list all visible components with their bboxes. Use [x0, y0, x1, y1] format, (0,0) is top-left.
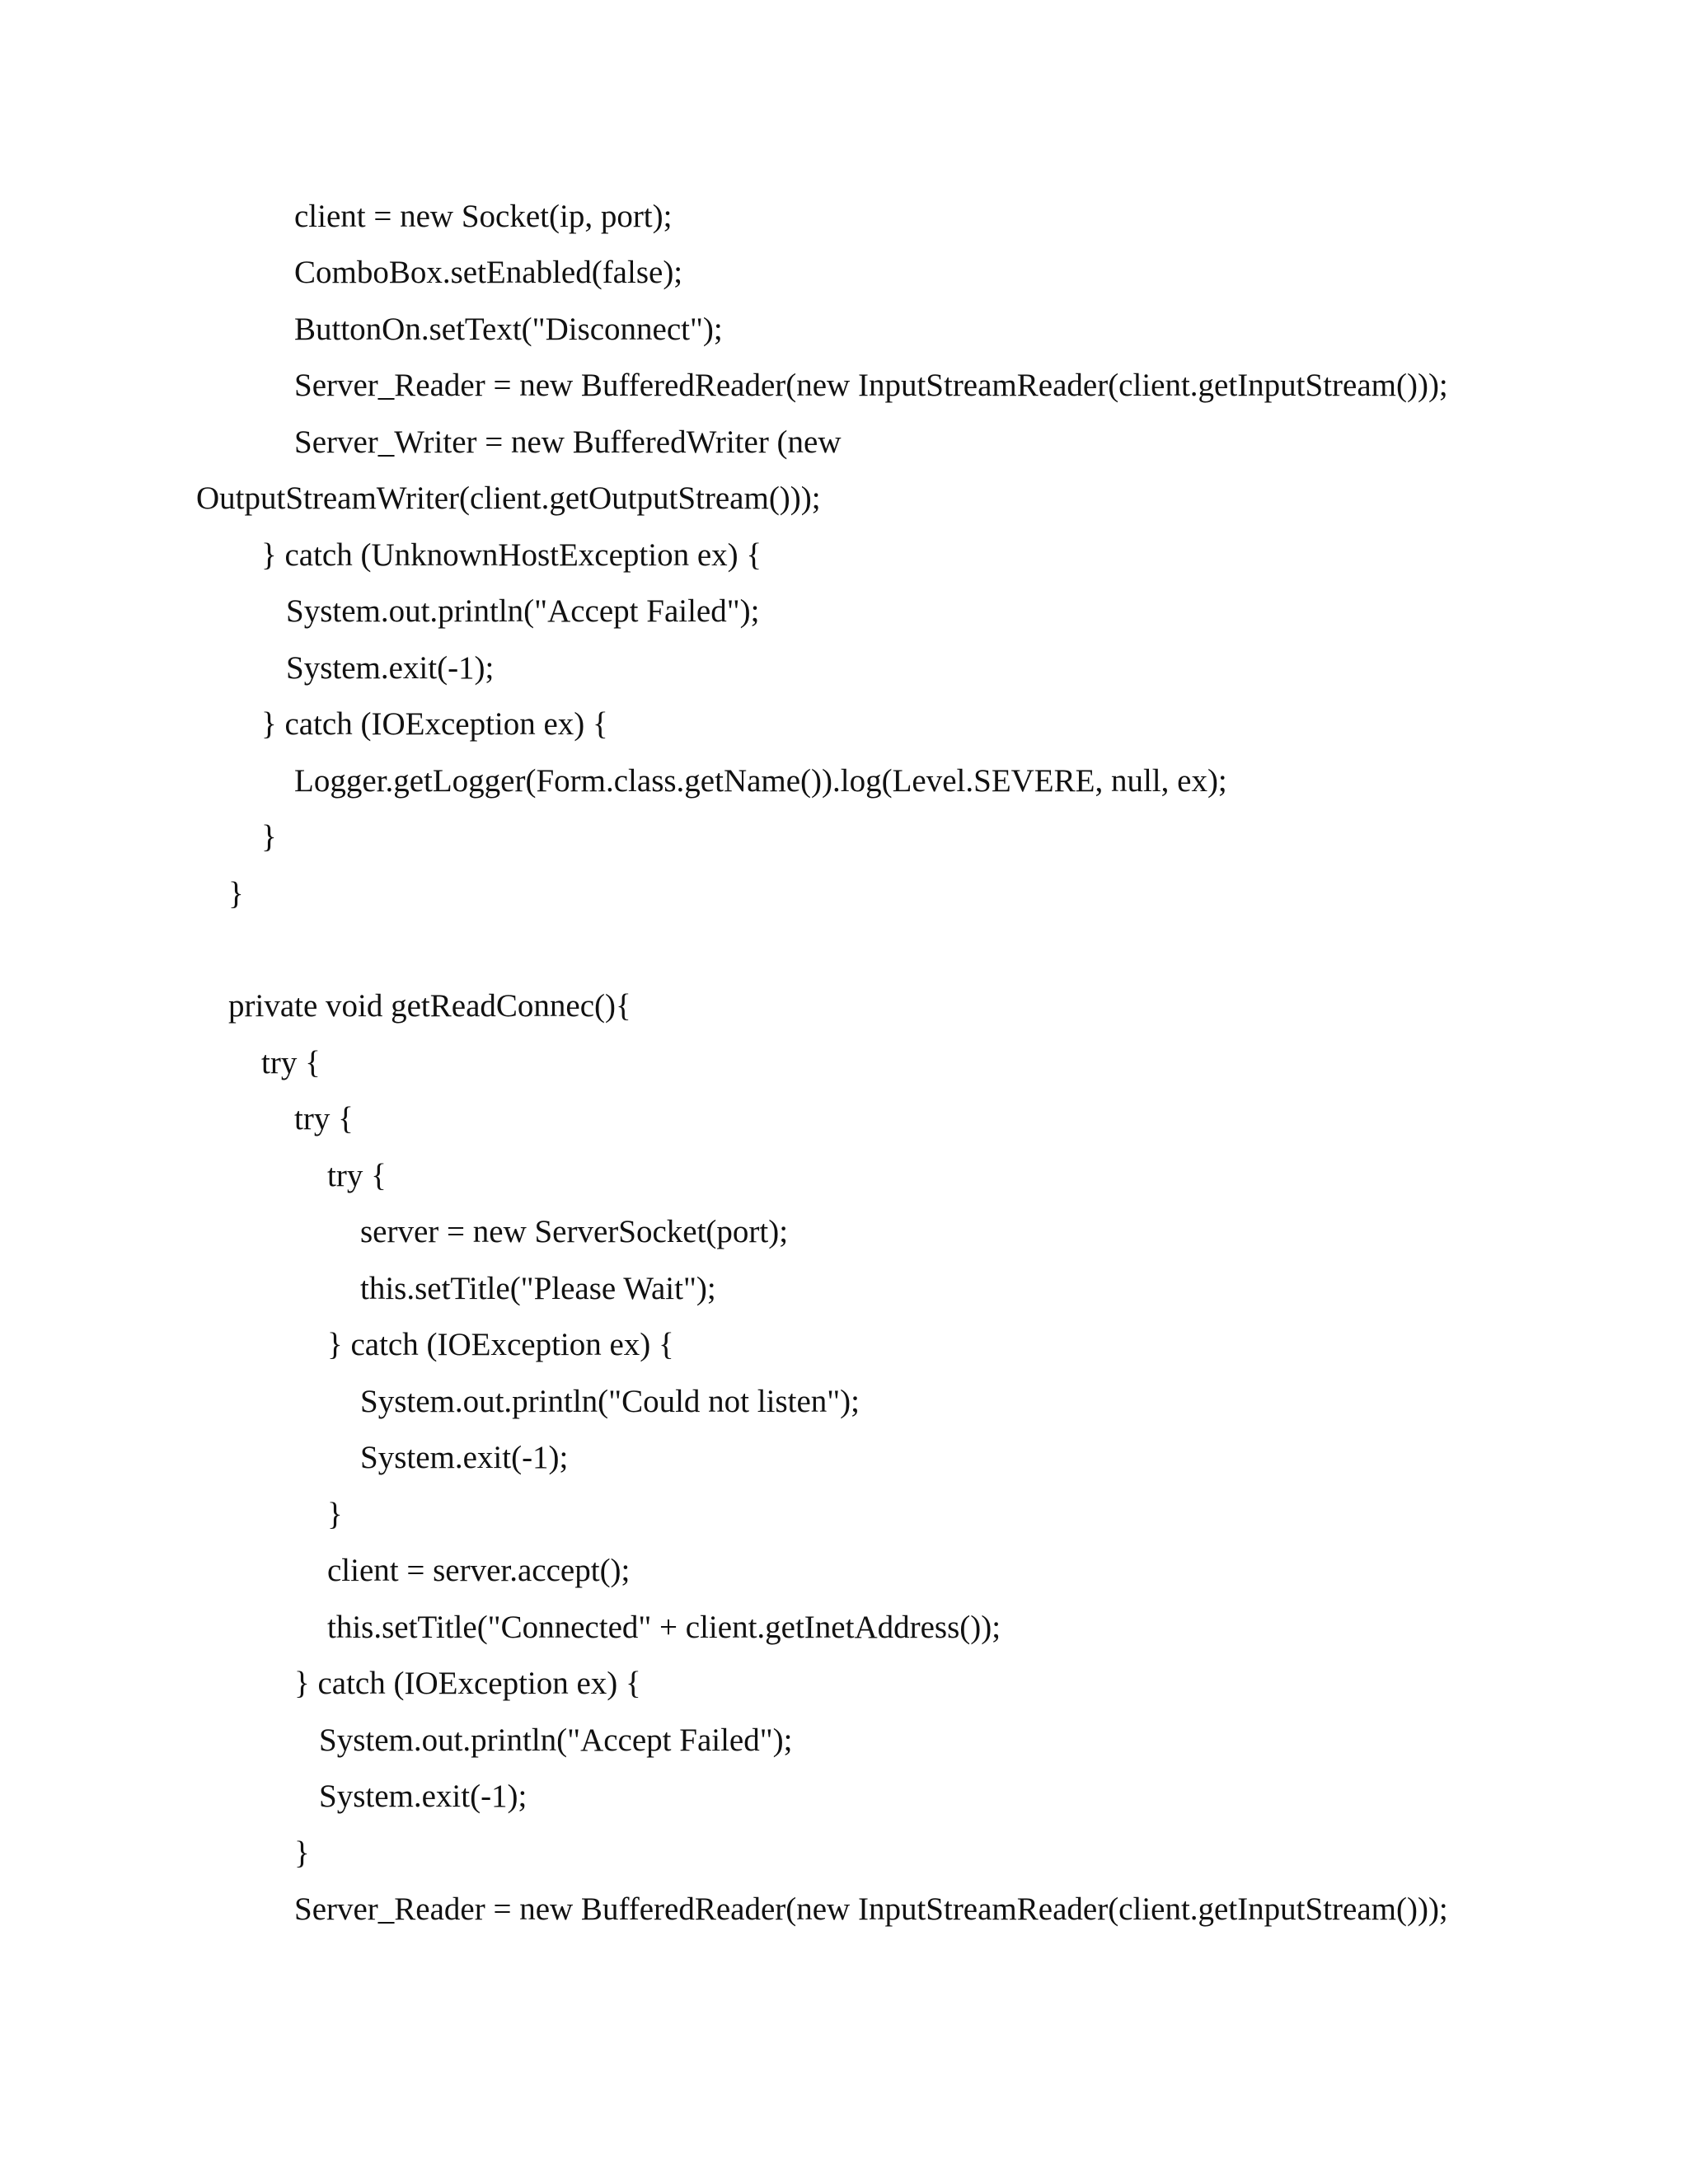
code-line: ComboBox.setEnabled(false);	[294, 255, 683, 290]
code-line: Server_Reader = new BufferedReader(new InputStreamReader(client.getInputStream()));	[294, 1891, 1448, 1927]
code-line: } catch (UnknownHostException ex) {	[261, 537, 762, 573]
code-line: try {	[294, 1101, 354, 1137]
code-line: }	[261, 819, 277, 855]
code-line: this.setTitle("Connected" + client.getInetAddress());	[327, 1610, 1001, 1645]
code-line: System.exit(-1);	[360, 1440, 569, 1475]
code-line: }	[327, 1497, 343, 1532]
code-line: System.out.println("Accept Failed");	[286, 593, 760, 629]
code-line: try {	[327, 1158, 387, 1193]
code-line: } catch (IOException ex) {	[327, 1327, 674, 1362]
code-line: System.exit(-1);	[319, 1779, 528, 1814]
code-line: }	[228, 876, 244, 912]
code-line: ButtonOn.setText("Disconnect");	[294, 312, 723, 347]
code-line: this.setTitle("Please Wait");	[360, 1271, 716, 1306]
code-line: System.exit(-1);	[286, 650, 495, 686]
code-line: Server_Writer = new BufferedWriter (new	[294, 424, 842, 460]
code-line: Logger.getLogger(Form.class.getName()).log(Level.SEVERE, null, ex);	[294, 763, 1227, 799]
code-line: }	[294, 1835, 310, 1871]
code-line: } catch (IOException ex) {	[294, 1666, 641, 1701]
code-line: client = new Socket(ip, port);	[294, 199, 673, 234]
code-line: server = new ServerSocket(port);	[360, 1214, 789, 1249]
code-line: Server_Reader = new BufferedReader(new InputStreamReader(client.getInputStream()));	[294, 368, 1448, 403]
code-line: OutputStreamWriter(client.getOutputStream()));	[196, 480, 821, 516]
code-line: System.out.println("Accept Failed");	[319, 1722, 793, 1758]
code-line: System.out.println("Could not listen");	[360, 1384, 860, 1419]
code-line: client = server.accept();	[327, 1553, 631, 1588]
code-line: } catch (IOException ex) {	[261, 706, 608, 742]
code-line: private void getReadConnec(){	[228, 988, 631, 1024]
code-line: try {	[261, 1045, 321, 1080]
